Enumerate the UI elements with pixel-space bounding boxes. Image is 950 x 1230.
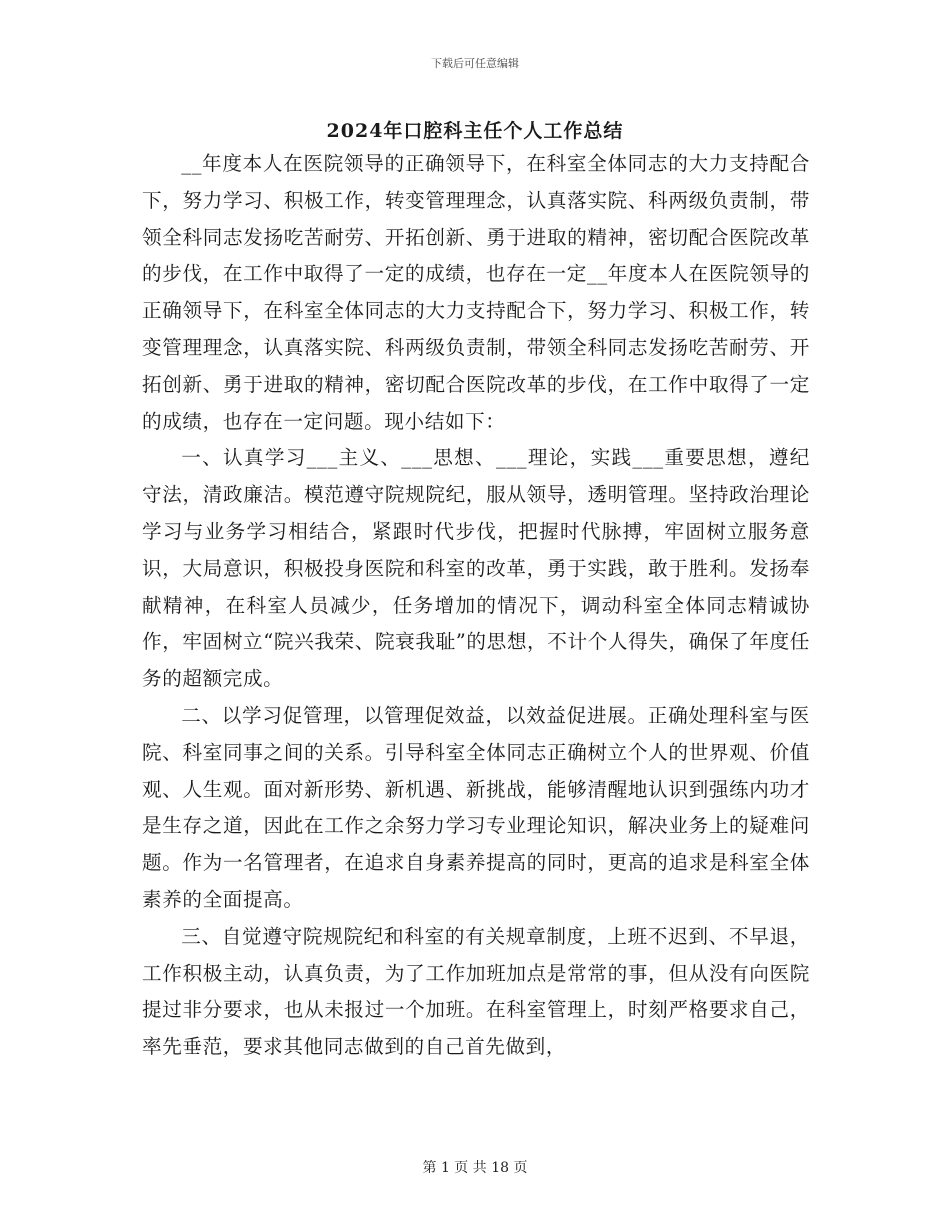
document-title: 2024年口腔科主任个人工作总结	[326, 120, 624, 142]
paragraph-section-1: 一、认真学习___主义、___思想、___理论，实践___重要思想，遵纪守法，清政廉洁。模范遵守院规院纪，服从领导，透明管理。坚持政治理论学习与业务学习相结合，紧跟时代步伐，把握时代脉搏，牢固树立服务意识，大局意识，积极投身医院和科室的改革，勇于实践，敢于胜利。发扬奉献精神，在科室人员减少，任务增加的情况下，调动科室全体同志精诚协作，牢固树立“院兴我荣、院衰我耻”的思想，不计个人得失，确保了年度任务的超额完成。	[142, 446, 810, 691]
page-number-footer: 第 1 页 共 18 页	[422, 1160, 528, 1176]
paragraph-section-3: 三、自觉遵守院规院纪和科室的有关规章制度，上班不迟到、不早退，工作积极主动，认真负责，为了工作加班加点是常常的事，但从没有向医院提过非分要求，也从未报过一个加班。在科室管理上，时刻严格要求自己，率先垂范，要求其他同志做到的自己首先做到，	[142, 924, 810, 1059]
document-body	[142, 146, 810, 1066]
paragraph-intro: __年度本人在医院领导的正确领导下，在科室全体同志的大力支持配合下，努力学习、积极工作，转变管理理念，认真落实院、科两级负责制，带领全科同志发扬吃苦耐劳、开拓创新、勇于进取的精神，密切配合医院改革的步伐，在工作中取得了一定的成绩，也存在一定__年度本人在医院领导的正确领导下，在科室全体同志的大力支持配合下，努力学习、积极工作，转变管理理念，认真落实院、科两级负责制，带领全科同志发扬吃苦耐劳、开拓创新、勇于进取的精神，密切配合医院改革的步伐，在工作中取得了一定的成绩，也存在一定问题。现小结如下：	[142, 152, 810, 433]
paragraph-section-2: 二、以学习促管理，以管理促效益，以效益促进展。正确处理科室与医院、科室同事之间的关系。引导科室全体同志正确树立个人的世界观、价值观、人生观。面对新形势、新机遇、新挑战，能够清醒地认识到强练内功才是生存之道，因此在工作之余努力学习专业理论知识，解决业务上的疑难问题。作为一名管理者，在追求自身素养提高的同时，更高的追求是科室全体素养的全面提高。	[142, 703, 810, 911]
page-header-note: 下载后可任意编辑	[431, 57, 519, 70]
